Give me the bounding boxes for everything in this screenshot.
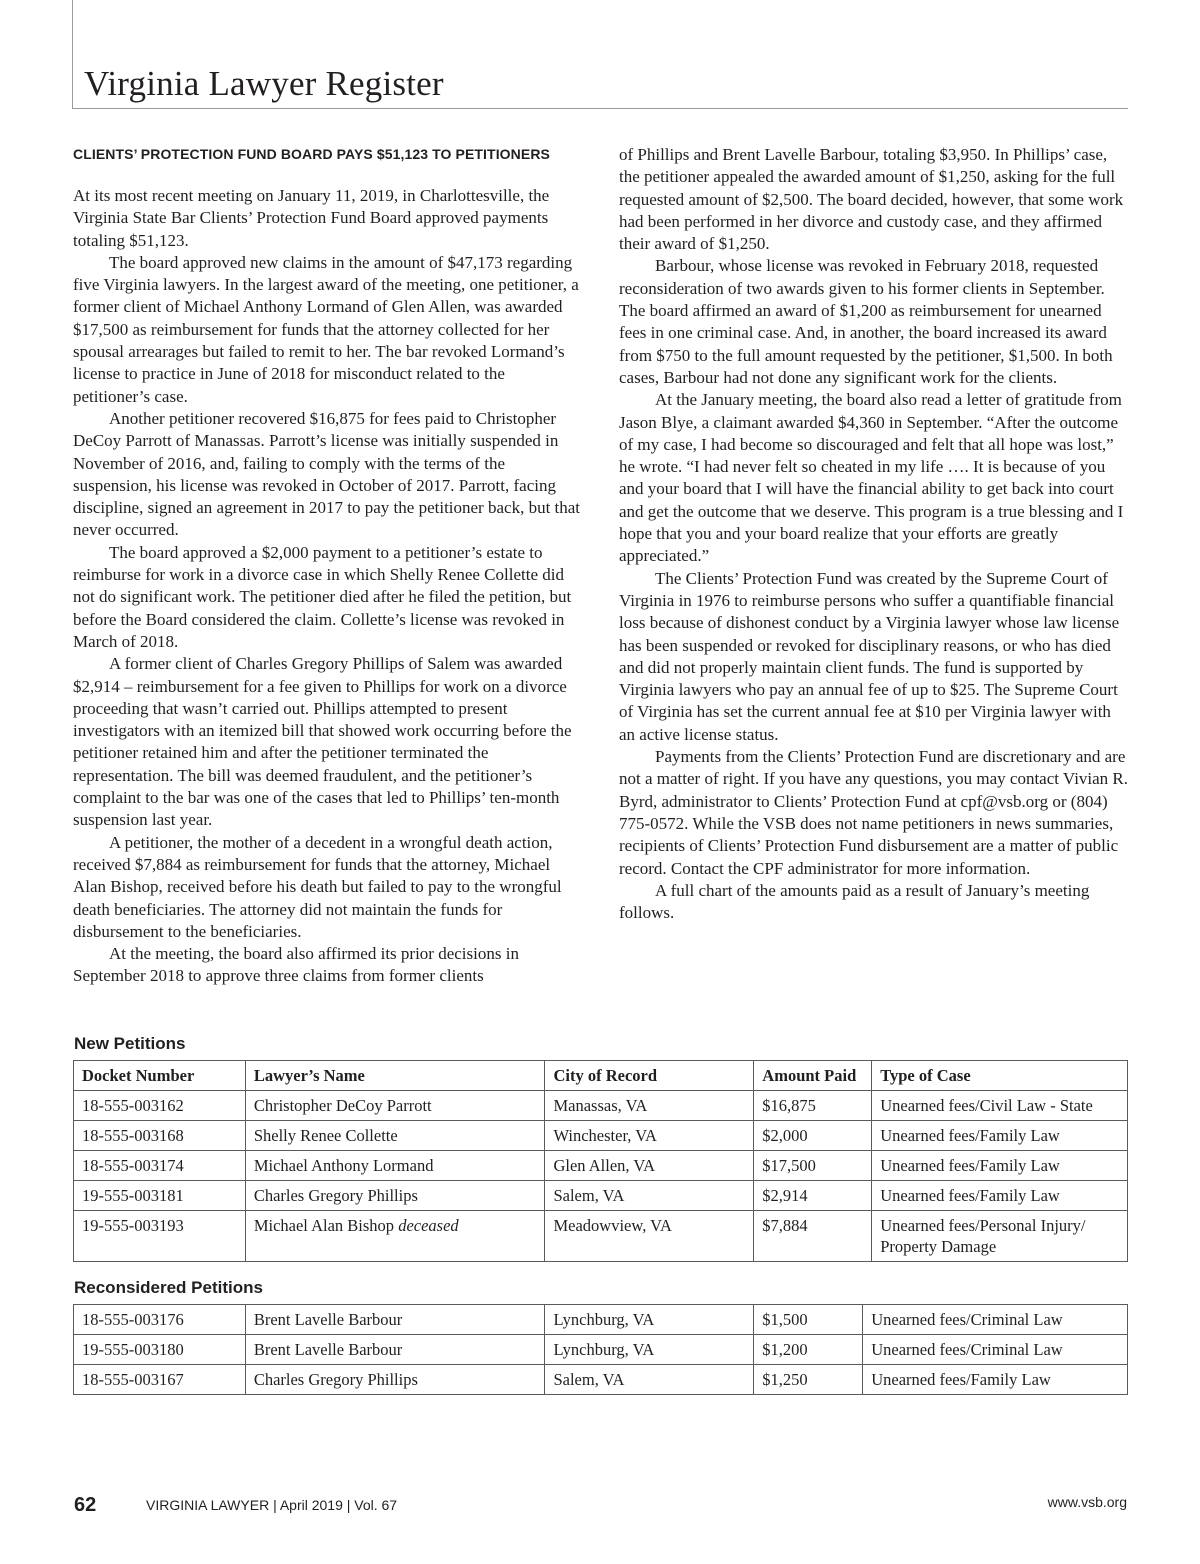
article-paragraph: A former client of Charles Gregory Phillips of Salem was awarded $2,914 – reimbursement for a fee given to Phillips for work on a divorce proceeding that wasn’t carried out. Phillips attempted to present investigators with an itemized bill that showed work occurring before the petitioner retained him and after the petitioner terminated the representation. The bill was deemed fraudulent, and the petitioner’s complaint to the bar was one of the cases that led to Phillips’ ten-month suspension last year. xyxy=(73,654,572,830)
amount-paid: $1,500 xyxy=(754,1305,863,1335)
type-of-case: Unearned fees/Family Law xyxy=(872,1151,1128,1181)
amount-paid: $1,250 xyxy=(754,1365,863,1395)
footer-page-number: 62 xyxy=(74,1494,97,1516)
column-header-amount: Amount Paid xyxy=(754,1061,872,1091)
type-of-case: Unearned fees/Criminal Law xyxy=(863,1305,1128,1335)
article-paragraph: At the January meeting, the board also read a letter of gratitude from Jason Blye, a claimant awarded $4,360 in September. “After the outcome of my case, I had become so discouraged and felt that all hope was lost,” he wrote. “I had never felt so cheated in my life …. It is because of you and your board that I will have the financial ability to get back into court and get the outcome that we deserve. This program is a true blessing and I hope that you and your board realize that your efforts are greatly appreciated.” xyxy=(619,390,1124,566)
docket-number: 18-555-003174 xyxy=(74,1151,246,1181)
table-row xyxy=(74,1365,1128,1395)
lawyer-name: Brent Lavelle Barbour xyxy=(245,1305,545,1335)
reconsidered-petitions-heading: Reconsidered Petitions xyxy=(74,1278,263,1297)
lawyer-name: Charles Gregory Phillips xyxy=(245,1365,545,1395)
footer-publication: VIRGINIA LAWYER | April 2019 | Vol. 67 xyxy=(146,1497,398,1513)
article-headline: CLIENTS’ PROTECTION FUND BOARD PAYS $51,123 TO PETITIONERS xyxy=(73,146,550,162)
type-of-case: Unearned fees/Family Law xyxy=(872,1121,1128,1151)
footer-url: www.vsb.org xyxy=(1047,1494,1127,1510)
article-paragraph: At its most recent meeting on January 11, 2019, in Charlottesville, the Virginia State Bar Clients’ Protection Fund Board approved payments totaling $51,123. xyxy=(73,186,550,250)
column-header-type: Type of Case xyxy=(872,1061,1128,1091)
lawyer-name: Charles Gregory Phillips xyxy=(245,1181,545,1211)
lawyer-name: Christopher DeCoy Parrott xyxy=(245,1091,545,1121)
city-of-record: Salem, VA xyxy=(545,1181,754,1211)
page-title: Virginia Lawyer Register xyxy=(84,64,444,103)
docket-number: 18-555-003167 xyxy=(74,1365,246,1395)
column-header-city: City of Record xyxy=(545,1061,754,1091)
new-petitions-table xyxy=(73,1060,1128,1262)
table-row xyxy=(74,1121,1128,1151)
article-right-column xyxy=(619,144,1131,924)
table-row xyxy=(74,1151,1128,1181)
article-paragraph: The board approved a $2,000 payment to a petitioner’s estate to reimburse for work in a divorce case in which Shelly Renee Collette did not do significant work. The petitioner died after he filed the petition, but before the Board considered the claim. Collette’s license was revoked in March of 2018. xyxy=(73,542,572,651)
deceased-note: deceased xyxy=(398,1216,459,1235)
city-of-record: Lynchburg, VA xyxy=(545,1305,754,1335)
docket-number: 19-555-003193 xyxy=(74,1211,246,1262)
table-row xyxy=(74,1211,1128,1262)
city-of-record: Winchester, VA xyxy=(545,1121,754,1151)
lawyer-name: Michael Anthony Lormand xyxy=(245,1151,545,1181)
amount-paid: $16,875 xyxy=(754,1091,872,1121)
type-of-case: Unearned fees/Family Law xyxy=(863,1365,1128,1395)
amount-paid: $17,500 xyxy=(754,1151,872,1181)
lawyer-name: Michael Alan Bishop xyxy=(253,1216,395,1235)
city-of-record: Salem, VA xyxy=(545,1365,754,1395)
table-row xyxy=(74,1305,1128,1335)
lawyer-name-cell xyxy=(245,1211,545,1262)
article-paragraph: Barbour, whose license was revoked in February 2018, requested reconsideration of two awards given to his former clients in September. The board affirmed an award of $1,200 as reimbursement for unearned fees in one criminal case. And, in another, the board increased its award from $750 to the full amount requested by the petitioner, $1,500. In both cases, Barbour had not done any significant work for the clients. xyxy=(619,256,1113,387)
header-vertical-rule xyxy=(72,0,73,108)
city-of-record: Manassas, VA xyxy=(545,1091,754,1121)
new-petitions-heading: New Petitions xyxy=(74,1034,186,1053)
table-row xyxy=(74,1091,1128,1121)
article-paragraph: The Clients’ Protection Fund was created by the Supreme Court of Virginia in 1976 to reimburse persons who suffer a quantifiable financial loss because of dishonest conduct by a Virginia lawyer whose law license has been suspended or revoked for disciplinary reasons, or who has died and did not properly maintain client funds. The fund is supported by Virginia lawyers who pay an annual fee of up to $25. The Supreme Court of Virginia has set the current annual fee at $10 per Virginia lawyer with an active license status. xyxy=(619,568,1120,744)
article-paragraph: A full chart of the amounts paid as a result of January’s meeting follows. xyxy=(619,880,1090,923)
article-paragraph: of Phillips and Brent Lavelle Barbour, totaling $3,950. In Phillips’ case, the petitioner appealed the awarded amount of $1,250, asking for the full requested amount of $2,500. The board decided, however, that some work had been performed in her divorce and custody case, and they affirmed their award of $1,250. xyxy=(619,145,1124,254)
type-of-case: Unearned fees/Personal Injury/ Property Damage xyxy=(872,1211,1128,1262)
type-of-case: Unearned fees/Family Law xyxy=(872,1181,1128,1211)
table-row xyxy=(74,1335,1128,1365)
city-of-record: Lynchburg, VA xyxy=(545,1335,754,1365)
docket-number: 19-555-003180 xyxy=(74,1335,246,1365)
column-header-docket: Docket Number xyxy=(74,1061,246,1091)
docket-number: 18-555-003162 xyxy=(74,1091,246,1121)
article-paragraph: At the meeting, the board also affirmed its prior decisions in September 2018 to approve three claims from former clients xyxy=(73,944,519,986)
article-paragraph: Payments from the Clients’ Protection Fund are discretionary and are not a matter of right. If you have any questions, you may contact Vivian R. Byrd, administrator to Clients’ Protection Fund at cpf@vsb.org or (804) 775-0572. While the VSB does not name petitioners in news summaries, recipients of Clients’ Protection Fund disbursement are a matter of public record. Contact the CPF administrator for more information. xyxy=(619,747,1129,878)
docket-number: 18-555-003168 xyxy=(74,1121,246,1151)
table-row xyxy=(74,1181,1128,1211)
lawyer-name: Brent Lavelle Barbour xyxy=(245,1335,545,1365)
table-header-row xyxy=(74,1061,1128,1091)
city-of-record: Glen Allen, VA xyxy=(545,1151,754,1181)
type-of-case: Unearned fees/Criminal Law xyxy=(863,1335,1128,1365)
article-paragraph: Another petitioner recovered $16,875 for fees paid to Christopher DeCoy Parrott of Manassas. Parrott’s license was initially suspended in November of 2016, and, failing to comply with the terms of the suspension, his license was revoked in October of 2017. Parrott, facing discipline, signed an agreement in 2017 to pay the petitioner back, but that never occurred. xyxy=(73,408,581,540)
docket-number: 18-555-003176 xyxy=(74,1305,246,1335)
reconsidered-petitions-table xyxy=(73,1304,1128,1395)
amount-paid: $2,914 xyxy=(754,1181,872,1211)
amount-paid: $2,000 xyxy=(754,1121,872,1151)
header-horizontal-rule xyxy=(72,108,1128,109)
amount-paid: $1,200 xyxy=(754,1335,863,1365)
docket-number: 19-555-003181 xyxy=(74,1181,246,1211)
type-of-case: Unearned fees/Civil Law - State xyxy=(872,1091,1128,1121)
lawyer-name: Shelly Renee Collette xyxy=(245,1121,545,1151)
article-left-column xyxy=(73,144,585,988)
article-paragraph: The board approved new claims in the amount of $47,173 regarding five Virginia lawyers. In the largest award of the meeting, one petitioner, a former client of Michael Anthony Lormand of Glen Allen, was awarded $17,500 as reimbursement for funds that the attorney collected for her spousal arrearages but failed to remit to her. The bar revoked Lormand’s license to practice in June of 2018 for misconduct related to the petitioner’s case. xyxy=(73,252,579,406)
city-of-record: Meadowview, VA xyxy=(545,1211,754,1262)
article-paragraph: A petitioner, the mother of a decedent in a wrongful death action, received $7,884 as reimbursement for funds that the attorney, Michael Alan Bishop, received before his death but failed to pay to the wrongful death beneficiaries. The attorney did not maintain the funds for disbursement to the beneficiaries. xyxy=(73,832,562,941)
amount-paid: $7,884 xyxy=(754,1211,872,1262)
column-header-lawyer: Lawyer’s Name xyxy=(245,1061,545,1091)
